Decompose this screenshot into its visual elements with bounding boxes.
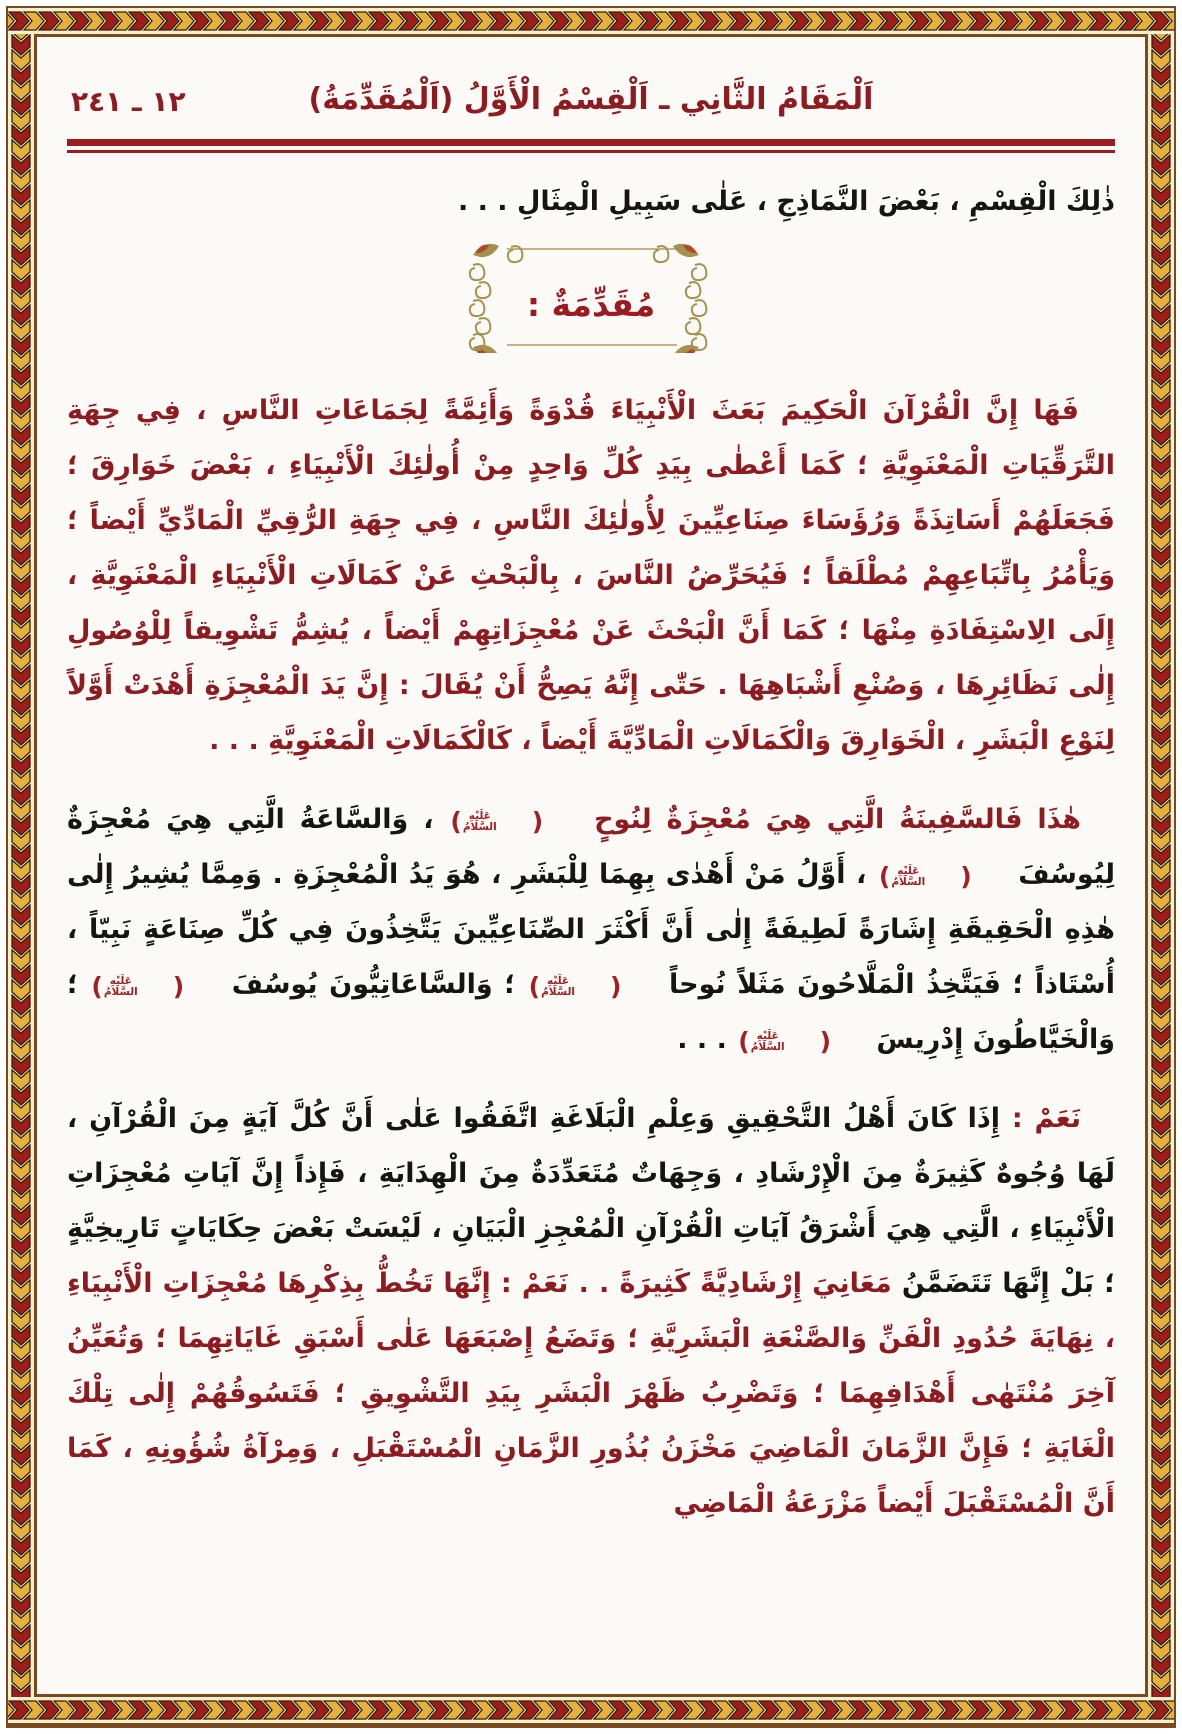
section-ornament <box>465 239 717 353</box>
chain-border-top-icon <box>8 8 1174 34</box>
aleyhisselam-text: عَلَيْهِ السَّلَامُ <box>462 809 497 833</box>
aleyhisselam-text: عَلَيْهِ السَّلَامُ <box>750 1029 785 1053</box>
chain-border-right-icon <box>1148 34 1174 1697</box>
ornate-border-frame <box>6 6 1176 1728</box>
aleyhisselam-symbol: ( عَلَيْهِ السَّلَامُ ) <box>91 972 185 1001</box>
aleyhisselam-text: عَلَيْهِ السَّلَامُ <box>103 974 138 998</box>
aleyhisselam-text: عَلَيْهِ السَّلَامُ <box>891 864 926 888</box>
divider-thin-line <box>67 150 1115 153</box>
page-header <box>67 75 1115 129</box>
aleyhisselam-symbol: ( عَلَيْهِ السَّلَامُ ) <box>450 807 544 836</box>
chain-border-bottom-icon <box>8 1697 1174 1723</box>
divider-thick-line <box>67 139 1115 146</box>
paragraph-1: فَهَا إِنَّ الْقُرْآنَ الْحَكِيمَ بَعَثَ الْأَنْبِيَاءَ قُدْوَةً وَأَئِمَّةً لِجَمَاعَاتِ النَّاسِ ، فِي جِهَةِ التَّرَقِّيَاتِ الْمَعْنَوِيَّةِ ؛ كَمَا أَعْطٰى بِيَدِ كُلِّ وَاحِدٍ مِنْ أُولٰئِكَ الْأَنْبِيَاءِ ، بَعْضَ خَوَارِقَ ؛ فَجَعَلَهُمْ أَسَاتِذَةً وَرُؤَسَاءَ صِنَاعِيِّينَ لِأُولٰئِكَ النَّاسِ ، فِي جِهَةِ الرُّقِيِّ الْمَادِّيِّ أَيْضاً ؛ وَيَأْمُرُ بِاتِّبَاعِهِمْ مُطْلَقاً ؛ فَيُحَرِّضُ النَّاسَ ، بِالْبَحْثِ عَنْ كَمَالَاتِ الْأَنْبِيَاءِ الْمَعْنَوِيَّةِ ، إِلَى الِاسْتِفَادَةِ مِنْهَا ؛ كَمَا أَنَّ الْبَحْثَ عَنْ مُعْجِزَاتِهِمْ أَيْضاً ، يُشِمُّ تَشْوِيقاً لِلْوُصُولِ إِلٰى نَظَائِرِهَا ، وَصُنْعِ أَشْبَاهِهَا . حَتّٰى إِنَّهُ يَصِحُّ أَنْ يُقَالَ : إِنَّ يَدَ الْمُعْجِزَةِ أَهْدَتْ أَوَّلاً لِنَوْعِ الْبَشَرِ ، الْخَوَارِقَ وَالْكَمَالَاتِ الْمَادِّيَّةَ أَيْضاً ، كَالْكَمَالَاتِ الْمَعْنَوِيَّةِ . . . <box>67 395 1115 756</box>
page-number: ١٢ ـ ٢٤١ <box>71 85 186 118</box>
aleyhisselam-text: عَلَيْهِ السَّلَامُ <box>541 974 575 998</box>
paragraph-3: نَعَمْ : إِذَا كَانَ أَهْلُ التَّحْقِيقِ وَعِلْمِ الْبَلَاغَةِ اتَّفَقُوا عَلٰى أَنَّ كُلَّ آيَةٍ مِنَ الْقُرْآنِ ، لَهَا وُجُوهٌ كَثِيرَةٌ مِنَ الْإِرْشَادِ ، وَجِهَاتٌ مُتَعَدِّدَةٌ مِنَ الْهِدَايَةِ ، فَإِذاً إِنَّ آيَاتِ مُعْجِزَاتِ الْأَنْبِيَاءِ ، الَّتِي هِيَ أَشْرَقُ آيَاتِ الْقُرْآنِ الْمُعْجِزِ الْبَيَانِ ، لَيْسَتْ بَعْضَ حِكَايَاتٍ تَارِيخِيَّةٍ ؛ بَلْ إِنَّهَا تَتَضَمَّنُ مَعَانِيَ إِرْشَادِيَّةً كَثِيرَةً . . نَعَمْ : إِنَّهَا تَخُطُّ بِذِكْرِهَا مُعْجِزَاتِ الْأَنْبِيَاءِ ، نِهَايَةَ حُدُودِ الْفَنِّ وَالصَّنْعَةِ الْبَشَرِيَّةِ ؛ وَتَضَعُ إِصْبَعَهَا عَلٰى أَسْبَقِ غَايَاتِهِمَا ؛ وَتُعَيِّنُ آخِرَ مُنْتَهٰى أَهْدَافِهِمَا ؛ وَتَضْرِبُ ظَهْرَ الْبَشَرِ بِيَدِ التَّشْوِيقِ ؛ فَتَسُوقُهُمْ إِلٰى تِلْكَ الْغَايَةِ ؛ فَإِنَّ الزَّمَانَ الْمَاضِيَ مَخْزَنُ بُذُورِ الزَّمَانِ الْمُسْتَقْبَلِ ، وَمِرْآةُ شُؤُونِهِ ، كَمَا أَنَّ الْمُسْتَقْبَلَ أَيْضاً مَزْرَعَةُ الْمَاضِي <box>67 1103 1115 1519</box>
aleyhisselam-symbol: ( عَلَيْهِ السَّلَامُ ) <box>528 972 622 1001</box>
page-content <box>34 34 1148 1697</box>
aleyhisselam-symbol: ( عَلَيْهِ السَّلَامُ ) <box>738 1027 832 1056</box>
aleyhisselam-symbol: ( عَلَيْهِ السَّلَامُ ) <box>878 862 972 891</box>
header-divider <box>67 139 1115 153</box>
paragraph-3-naam: نَعَمْ : <box>1000 1103 1081 1134</box>
chain-border-left-icon <box>8 34 34 1697</box>
carryover-line: ذٰلِكَ الْقِسْمِ ، بَعْضَ النَّمَاذِجِ ، عَلٰى سَبِيلِ الْمِثَالِ . . . <box>457 186 1115 217</box>
page-title: اَلْمَقَامُ الثَّانِي ـ اَلْقِسْمُ الْأَوَّلُ (اَلْمُقَدِّمَةُ) <box>308 82 874 117</box>
paragraph-2: هٰذَا فَالسَّفِينَةُ الَّتِي هِيَ مُعْجِزَةٌ لِنُوحٍ ( عَلَيْهِ السَّلَامُ ) ، وَالسَّاعَةُ الَّتِي هِيَ مُعْجِزَةٌ لِيُوسُفَ ( عَلَيْهِ السَّلَامُ ) ، أَوَّلُ مَنْ أَهْدٰى بِهِمَا لِلْبَشَرِ ، هُوَ يَدُ الْمُعْجِزَةِ . وَمِمَّا يُشِيرُ إِلٰى هٰذِهِ الْحَقِيقَةِ إِشَارَةً لَطِيفَةً إِلٰى أَنَّ أَكْثَرَ الصِّنَاعِيِّينَ يَتَّخِذُونَ فِي كُلِّ صِنَاعَةٍ نَبِيّاً ، أُسْتَاذاً ؛ فَيَتَّخِذُ الْمَلَّاحُونَ مَثَلاً نُوحاً ( عَلَيْهِ السَّلَامُ ) ؛ وَالسَّاعَاتِيُّونَ يُوسُفَ ( عَلَيْهِ السَّلَامُ ) ؛ وَالْخَيَّاطُونَ إِدْرِيسَ ( عَلَيْهِ السَّلَامُ ) . . . <box>67 804 1115 1056</box>
paragraph-2-lead: هٰذَا فَالسَّفِينَةُ الَّتِي هِيَ مُعْجِزَةٌ لِنُوحٍ <box>579 804 1081 835</box>
section-title: مُقَدِّمَةٌ : <box>526 285 656 324</box>
